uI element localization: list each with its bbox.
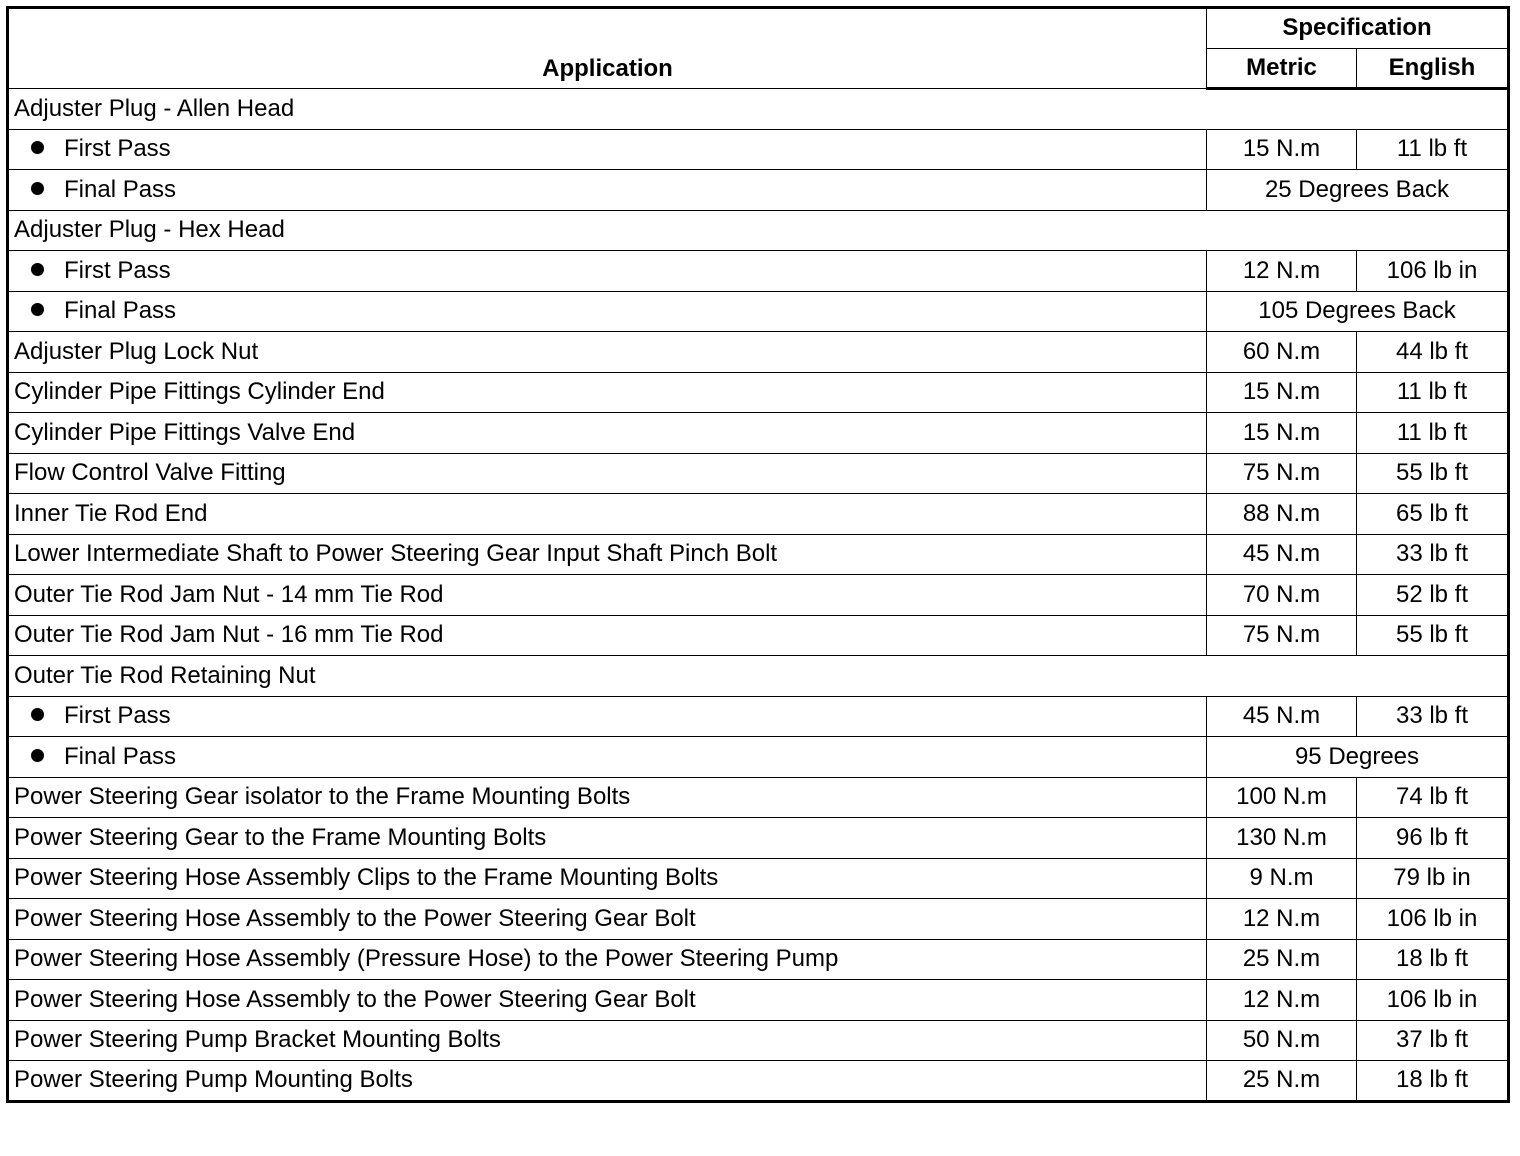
english-cell: 79 lb in — [1357, 858, 1509, 899]
table-row — [8, 129, 1509, 170]
table-row — [8, 818, 1509, 859]
table-body — [8, 89, 1509, 1102]
metric-cell: 60 N.m — [1207, 332, 1357, 373]
bullet-icon — [31, 749, 44, 762]
table-row — [8, 251, 1509, 292]
bullet-icon — [31, 182, 44, 195]
application-cell: Power Steering Pump Mounting Bolts — [8, 1061, 1207, 1102]
table-row — [8, 210, 1509, 251]
specification-cell: 25 Degrees Back — [1207, 170, 1509, 211]
metric-cell: 130 N.m — [1207, 818, 1357, 859]
table-row — [8, 696, 1509, 737]
sub-application-cell — [8, 737, 1207, 778]
specification-cell: 95 Degrees — [1207, 737, 1509, 778]
english-header: English — [1357, 48, 1509, 89]
bullet-icon — [31, 708, 44, 721]
english-cell: 18 lb ft — [1357, 1061, 1509, 1102]
table-row — [8, 413, 1509, 454]
english-cell: 52 lb ft — [1357, 575, 1509, 616]
metric-cell: 75 N.m — [1207, 615, 1357, 656]
application-cell: Lower Intermediate Shaft to Power Steering Gear Input Shaft Pinch Bolt — [8, 534, 1207, 575]
application-cell: Cylinder Pipe Fittings Valve End — [8, 413, 1207, 454]
bullet-icon — [31, 141, 44, 154]
group-heading-cell: Adjuster Plug - Hex Head — [8, 210, 1509, 251]
sub-application-cell — [8, 251, 1207, 292]
application-cell: Power Steering Pump Bracket Mounting Bolts — [8, 1020, 1207, 1061]
table-row — [8, 494, 1509, 535]
english-cell: 74 lb ft — [1357, 777, 1509, 818]
application-cell: Power Steering Hose Assembly (Pressure Hose) to the Power Steering Pump — [8, 939, 1207, 980]
specification-header: Specification — [1207, 8, 1509, 49]
english-cell: 37 lb ft — [1357, 1020, 1509, 1061]
metric-cell: 12 N.m — [1207, 980, 1357, 1021]
table-row — [8, 939, 1509, 980]
sub-application-cell — [8, 291, 1207, 332]
table-row — [8, 372, 1509, 413]
specification-cell: 105 Degrees Back — [1207, 291, 1509, 332]
english-cell: 106 lb in — [1357, 980, 1509, 1021]
english-cell: 96 lb ft — [1357, 818, 1509, 859]
sub-application-label: Final Pass — [64, 297, 177, 325]
metric-cell: 100 N.m — [1207, 777, 1357, 818]
bullet-icon — [31, 303, 44, 316]
table-row — [8, 170, 1509, 211]
metric-cell: 15 N.m — [1207, 413, 1357, 454]
table-row — [8, 1020, 1509, 1061]
application-cell: Adjuster Plug Lock Nut — [8, 332, 1207, 373]
table-row — [8, 534, 1509, 575]
sub-application-cell — [8, 170, 1207, 211]
table-header — [8, 8, 1509, 89]
application-cell: Power Steering Gear isolator to the Frame Mounting Bolts — [8, 777, 1207, 818]
metric-cell: 70 N.m — [1207, 575, 1357, 616]
metric-cell: 12 N.m — [1207, 251, 1357, 292]
metric-cell: 25 N.m — [1207, 939, 1357, 980]
english-cell: 106 lb in — [1357, 899, 1509, 940]
application-cell: Inner Tie Rod End — [8, 494, 1207, 535]
metric-cell: 45 N.m — [1207, 534, 1357, 575]
metric-cell: 50 N.m — [1207, 1020, 1357, 1061]
metric-cell: 12 N.m — [1207, 899, 1357, 940]
table-row — [8, 737, 1509, 778]
table-row — [8, 980, 1509, 1021]
english-cell: 11 lb ft — [1357, 372, 1509, 413]
table-row — [8, 332, 1509, 373]
metric-cell: 9 N.m — [1207, 858, 1357, 899]
english-cell: 11 lb ft — [1357, 413, 1509, 454]
english-cell: 65 lb ft — [1357, 494, 1509, 535]
english-cell: 11 lb ft — [1357, 129, 1509, 170]
metric-cell: 15 N.m — [1207, 129, 1357, 170]
application-cell: Cylinder Pipe Fittings Cylinder End — [8, 372, 1207, 413]
sub-application-label: First Pass — [64, 702, 171, 730]
sub-application-cell — [8, 696, 1207, 737]
application-cell: Outer Tie Rod Jam Nut - 14 mm Tie Rod — [8, 575, 1207, 616]
metric-cell: 75 N.m — [1207, 453, 1357, 494]
bullet-icon — [31, 263, 44, 276]
group-heading-cell: Outer Tie Rod Retaining Nut — [8, 656, 1509, 697]
table-row — [8, 89, 1509, 130]
english-cell: 33 lb ft — [1357, 534, 1509, 575]
table-row — [8, 575, 1509, 616]
torque-spec-table — [6, 6, 1510, 1103]
sub-application-label: First Pass — [64, 135, 171, 163]
table-row — [8, 615, 1509, 656]
metric-cell: 15 N.m — [1207, 372, 1357, 413]
sub-application-cell — [8, 129, 1207, 170]
group-heading-cell: Adjuster Plug - Allen Head — [8, 89, 1509, 130]
table-row — [8, 656, 1509, 697]
metric-header: Metric — [1207, 48, 1357, 89]
application-cell: Flow Control Valve Fitting — [8, 453, 1207, 494]
sub-application-label: First Pass — [64, 256, 171, 284]
table-row — [8, 777, 1509, 818]
application-cell: Power Steering Hose Assembly to the Power Steering Gear Bolt — [8, 980, 1207, 1021]
table-row — [8, 858, 1509, 899]
english-cell: 18 lb ft — [1357, 939, 1509, 980]
english-cell: 33 lb ft — [1357, 696, 1509, 737]
application-cell: Outer Tie Rod Jam Nut - 16 mm Tie Rod — [8, 615, 1207, 656]
table-row — [8, 291, 1509, 332]
metric-cell: 45 N.m — [1207, 696, 1357, 737]
english-cell: 44 lb ft — [1357, 332, 1509, 373]
table-row — [8, 899, 1509, 940]
english-cell: 106 lb in — [1357, 251, 1509, 292]
english-cell: 55 lb ft — [1357, 615, 1509, 656]
application-cell: Power Steering Gear to the Frame Mounting Bolts — [8, 818, 1207, 859]
application-header: Application — [8, 8, 1207, 89]
sub-application-label: Final Pass — [64, 742, 177, 770]
metric-cell: 88 N.m — [1207, 494, 1357, 535]
table-row — [8, 1061, 1509, 1102]
application-cell: Power Steering Hose Assembly to the Power Steering Gear Bolt — [8, 899, 1207, 940]
application-cell: Power Steering Hose Assembly Clips to the Frame Mounting Bolts — [8, 858, 1207, 899]
metric-cell: 25 N.m — [1207, 1061, 1357, 1102]
english-cell: 55 lb ft — [1357, 453, 1509, 494]
sub-application-label: Final Pass — [64, 175, 177, 203]
table-row — [8, 453, 1509, 494]
